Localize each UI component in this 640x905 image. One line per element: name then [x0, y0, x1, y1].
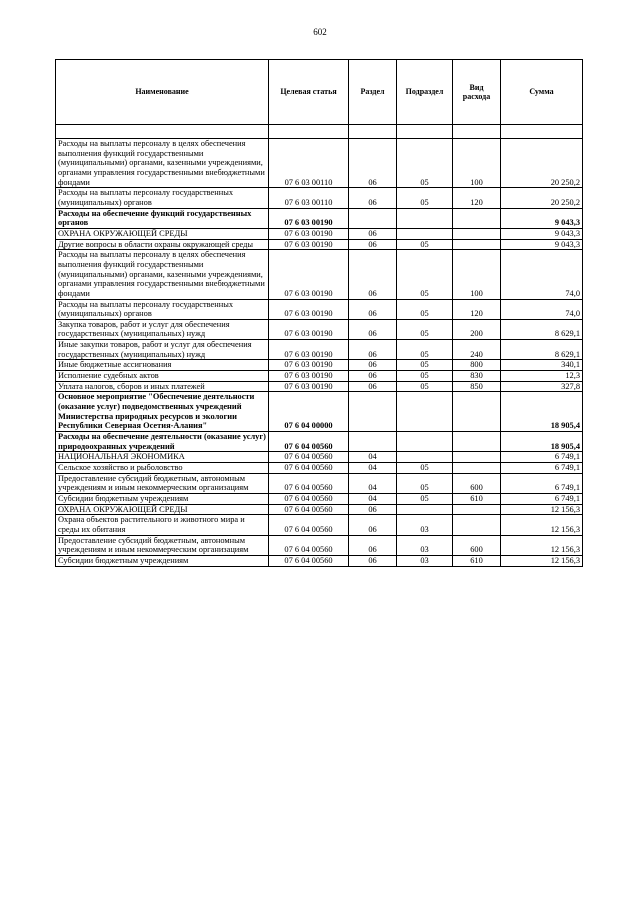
table-row — [56, 371, 583, 382]
cell-name: Другие вопросы в области охраны окружающей среды — [56, 239, 269, 250]
cell-target: 07 6 04 00560 — [269, 473, 349, 493]
cell-subsection: 05 — [397, 340, 453, 360]
cell-subsection: 05 — [397, 493, 453, 504]
cell-subsection — [397, 392, 453, 432]
cell-amount: 74,0 — [501, 250, 583, 299]
cell-amount: 12 156,3 — [501, 504, 583, 515]
table-row — [56, 360, 583, 371]
cell-subsection: 05 — [397, 463, 453, 474]
table-row — [56, 392, 583, 432]
table-row — [56, 515, 583, 535]
cell-expense-type: 600 — [453, 473, 501, 493]
cell-expense-type — [453, 208, 501, 228]
cell-target: 07 6 03 00190 — [269, 250, 349, 299]
table-row — [56, 555, 583, 566]
table-row — [56, 493, 583, 504]
table-row — [56, 432, 583, 452]
cell-target: 07 6 03 00190 — [269, 299, 349, 319]
cell-target: 07 6 04 00000 — [269, 392, 349, 432]
cell-amount: 327,8 — [501, 381, 583, 392]
header-subsection: Подраздел — [397, 60, 453, 125]
cell-section: 06 — [349, 340, 397, 360]
cell-amount: 12 156,3 — [501, 555, 583, 566]
cell-amount: 18 905,4 — [501, 392, 583, 432]
cell-expense-type: 120 — [453, 299, 501, 319]
cell-amount: 6 749,1 — [501, 452, 583, 463]
cell-name: Предоставление субсидий бюджетным, автономным учреждениям и иным некоммерческим организациям — [56, 535, 269, 555]
cell-amount: 6 749,1 — [501, 463, 583, 474]
cell-name: Расходы на обеспечение функций государственных органов — [56, 208, 269, 228]
cell-section: 04 — [349, 452, 397, 463]
cell-section: 04 — [349, 493, 397, 504]
spacer-row — [56, 125, 583, 139]
table-row — [56, 452, 583, 463]
table-row — [56, 188, 583, 208]
cell-subsection — [397, 452, 453, 463]
cell-name: Расходы на обеспечение деятельности (оказание услуг) природоохранных учреждений — [56, 432, 269, 452]
cell-expense-type: 610 — [453, 493, 501, 504]
cell-name: Сельское хозяйство и рыболовство — [56, 463, 269, 474]
cell-subsection: 03 — [397, 515, 453, 535]
cell-expense-type — [453, 392, 501, 432]
table-row — [56, 463, 583, 474]
cell-expense-type: 100 — [453, 139, 501, 188]
header-target: Целевая статья — [269, 60, 349, 125]
cell-amount: 9 043,3 — [501, 228, 583, 239]
header-row — [56, 60, 583, 125]
cell-target: 07 6 04 00560 — [269, 463, 349, 474]
cell-section: 06 — [349, 319, 397, 339]
cell-subsection: 05 — [397, 250, 453, 299]
cell-subsection — [397, 432, 453, 452]
cell-amount: 8 629,1 — [501, 319, 583, 339]
header-expense-type: Вид расхода — [453, 60, 501, 125]
table-row — [56, 228, 583, 239]
cell-name: Закупка товаров, работ и услуг для обеспечения государственных (муниципальных) нужд — [56, 319, 269, 339]
cell-amount: 18 905,4 — [501, 432, 583, 452]
table-row — [56, 504, 583, 515]
cell-target: 07 6 03 00190 — [269, 208, 349, 228]
cell-amount: 20 250,2 — [501, 188, 583, 208]
cell-section: 06 — [349, 299, 397, 319]
cell-target: 07 6 04 00560 — [269, 432, 349, 452]
cell-name: Охрана объектов растительного и животного мира и среды их обитания — [56, 515, 269, 535]
cell-name: Расходы на выплаты персоналу государственных (муниципальных) органов — [56, 188, 269, 208]
cell-subsection: 05 — [397, 188, 453, 208]
table-row — [56, 381, 583, 392]
cell-target: 07 6 03 00190 — [269, 360, 349, 371]
cell-expense-type: 850 — [453, 381, 501, 392]
header-name: Наименование — [56, 60, 269, 125]
budget-body — [56, 125, 583, 567]
table-row — [56, 319, 583, 339]
cell-section: 06 — [349, 239, 397, 250]
cell-target: 07 6 04 00560 — [269, 452, 349, 463]
cell-subsection: 05 — [397, 299, 453, 319]
header-section: Раздел — [349, 60, 397, 125]
cell-section: 06 — [349, 188, 397, 208]
budget-table — [55, 59, 583, 567]
cell-name: Исполнение судебных актов — [56, 371, 269, 382]
cell-target: 07 6 03 00190 — [269, 371, 349, 382]
cell-name: ОХРАНА ОКРУЖАЮЩЕЙ СРЕДЫ — [56, 504, 269, 515]
table-row — [56, 250, 583, 299]
cell-expense-type — [453, 463, 501, 474]
cell-section: 06 — [349, 371, 397, 382]
cell-expense-type — [453, 452, 501, 463]
cell-amount: 12 156,3 — [501, 515, 583, 535]
cell-amount: 12 156,3 — [501, 535, 583, 555]
table-row — [56, 473, 583, 493]
cell-section: 06 — [349, 504, 397, 515]
cell-amount: 9 043,3 — [501, 239, 583, 250]
cell-expense-type: 120 — [453, 188, 501, 208]
table-row — [56, 208, 583, 228]
cell-subsection — [397, 504, 453, 515]
cell-name: Расходы на выплаты персоналу в целях обеспечения выполнения функций государственными (муниципальными) органами, казенными учреждениями, органами управления государственными внебюджетными фондами — [56, 139, 269, 188]
cell-expense-type: 100 — [453, 250, 501, 299]
cell-subsection: 05 — [397, 139, 453, 188]
cell-name: Иные бюджетные ассигнования — [56, 360, 269, 371]
table-row — [56, 239, 583, 250]
cell-amount: 20 250,2 — [501, 139, 583, 188]
cell-section: 06 — [349, 360, 397, 371]
cell-target: 07 6 03 00190 — [269, 381, 349, 392]
cell-section: 06 — [349, 535, 397, 555]
cell-target: 07 6 04 00560 — [269, 515, 349, 535]
cell-expense-type: 200 — [453, 319, 501, 339]
cell-target: 07 6 03 00190 — [269, 239, 349, 250]
cell-section — [349, 208, 397, 228]
cell-subsection: 05 — [397, 381, 453, 392]
table-row — [56, 535, 583, 555]
cell-amount: 8 629,1 — [501, 340, 583, 360]
cell-section: 06 — [349, 381, 397, 392]
header-amount: Сумма — [501, 60, 583, 125]
cell-section: 06 — [349, 515, 397, 535]
cell-section: 06 — [349, 139, 397, 188]
cell-subsection — [397, 228, 453, 239]
cell-amount: 340,1 — [501, 360, 583, 371]
cell-name: НАЦИОНАЛЬНАЯ ЭКОНОМИКА — [56, 452, 269, 463]
cell-name: Иные закупки товаров, работ и услуг для обеспечения государственных (муниципальных) нужд — [56, 340, 269, 360]
cell-section — [349, 392, 397, 432]
cell-section: 04 — [349, 473, 397, 493]
cell-subsection: 05 — [397, 360, 453, 371]
cell-target: 07 6 03 00110 — [269, 188, 349, 208]
cell-target: 07 6 03 00110 — [269, 139, 349, 188]
cell-target: 07 6 03 00190 — [269, 340, 349, 360]
cell-name: Расходы на выплаты персоналу в целях обеспечения выполнения функций государственными (муниципальными) органами, казенными учреждениями, органами управления государственными внебюджетными фондами — [56, 250, 269, 299]
cell-expense-type — [453, 239, 501, 250]
cell-expense-type — [453, 228, 501, 239]
cell-expense-type — [453, 432, 501, 452]
table-row — [56, 299, 583, 319]
cell-expense-type: 830 — [453, 371, 501, 382]
cell-expense-type — [453, 515, 501, 535]
cell-subsection: 05 — [397, 319, 453, 339]
cell-expense-type — [453, 504, 501, 515]
cell-name: Расходы на выплаты персоналу государственных (муниципальных) органов — [56, 299, 269, 319]
cell-name: Субсидии бюджетным учреждениям — [56, 555, 269, 566]
cell-section: 06 — [349, 555, 397, 566]
cell-target: 07 6 04 00560 — [269, 555, 349, 566]
cell-target: 07 6 04 00560 — [269, 504, 349, 515]
cell-expense-type: 800 — [453, 360, 501, 371]
cell-section: 04 — [349, 463, 397, 474]
cell-expense-type: 600 — [453, 535, 501, 555]
cell-name: Уплата налогов, сборов и иных платежей — [56, 381, 269, 392]
cell-subsection: 05 — [397, 239, 453, 250]
cell-subsection: 03 — [397, 555, 453, 566]
cell-subsection: 05 — [397, 371, 453, 382]
cell-amount: 6 749,1 — [501, 473, 583, 493]
cell-amount: 74,0 — [501, 299, 583, 319]
cell-section — [349, 432, 397, 452]
cell-amount: 9 043,3 — [501, 208, 583, 228]
cell-name: Предоставление субсидий бюджетным, автономным учреждениям и иным некоммерческим организациям — [56, 473, 269, 493]
cell-name: Субсидии бюджетным учреждениям — [56, 493, 269, 504]
cell-target: 07 6 04 00560 — [269, 493, 349, 504]
cell-subsection: 05 — [397, 473, 453, 493]
cell-name: Основное мероприятие "Обеспечение деятельности (оказание услуг) подведомственных учреждений Министерства природных ресурсов и экологии Республики Северная Осетия-Алания" — [56, 392, 269, 432]
cell-expense-type: 240 — [453, 340, 501, 360]
page-number: 602 — [313, 27, 327, 37]
cell-expense-type: 610 — [453, 555, 501, 566]
cell-section: 06 — [349, 250, 397, 299]
table-row — [56, 340, 583, 360]
cell-amount: 12,3 — [501, 371, 583, 382]
cell-subsection: 03 — [397, 535, 453, 555]
cell-subsection — [397, 208, 453, 228]
cell-target: 07 6 04 00560 — [269, 535, 349, 555]
cell-name: ОХРАНА ОКРУЖАЮЩЕЙ СРЕДЫ — [56, 228, 269, 239]
cell-section: 06 — [349, 228, 397, 239]
cell-target: 07 6 03 00190 — [269, 319, 349, 339]
table-row — [56, 139, 583, 188]
cell-target: 07 6 03 00190 — [269, 228, 349, 239]
cell-amount: 6 749,1 — [501, 493, 583, 504]
